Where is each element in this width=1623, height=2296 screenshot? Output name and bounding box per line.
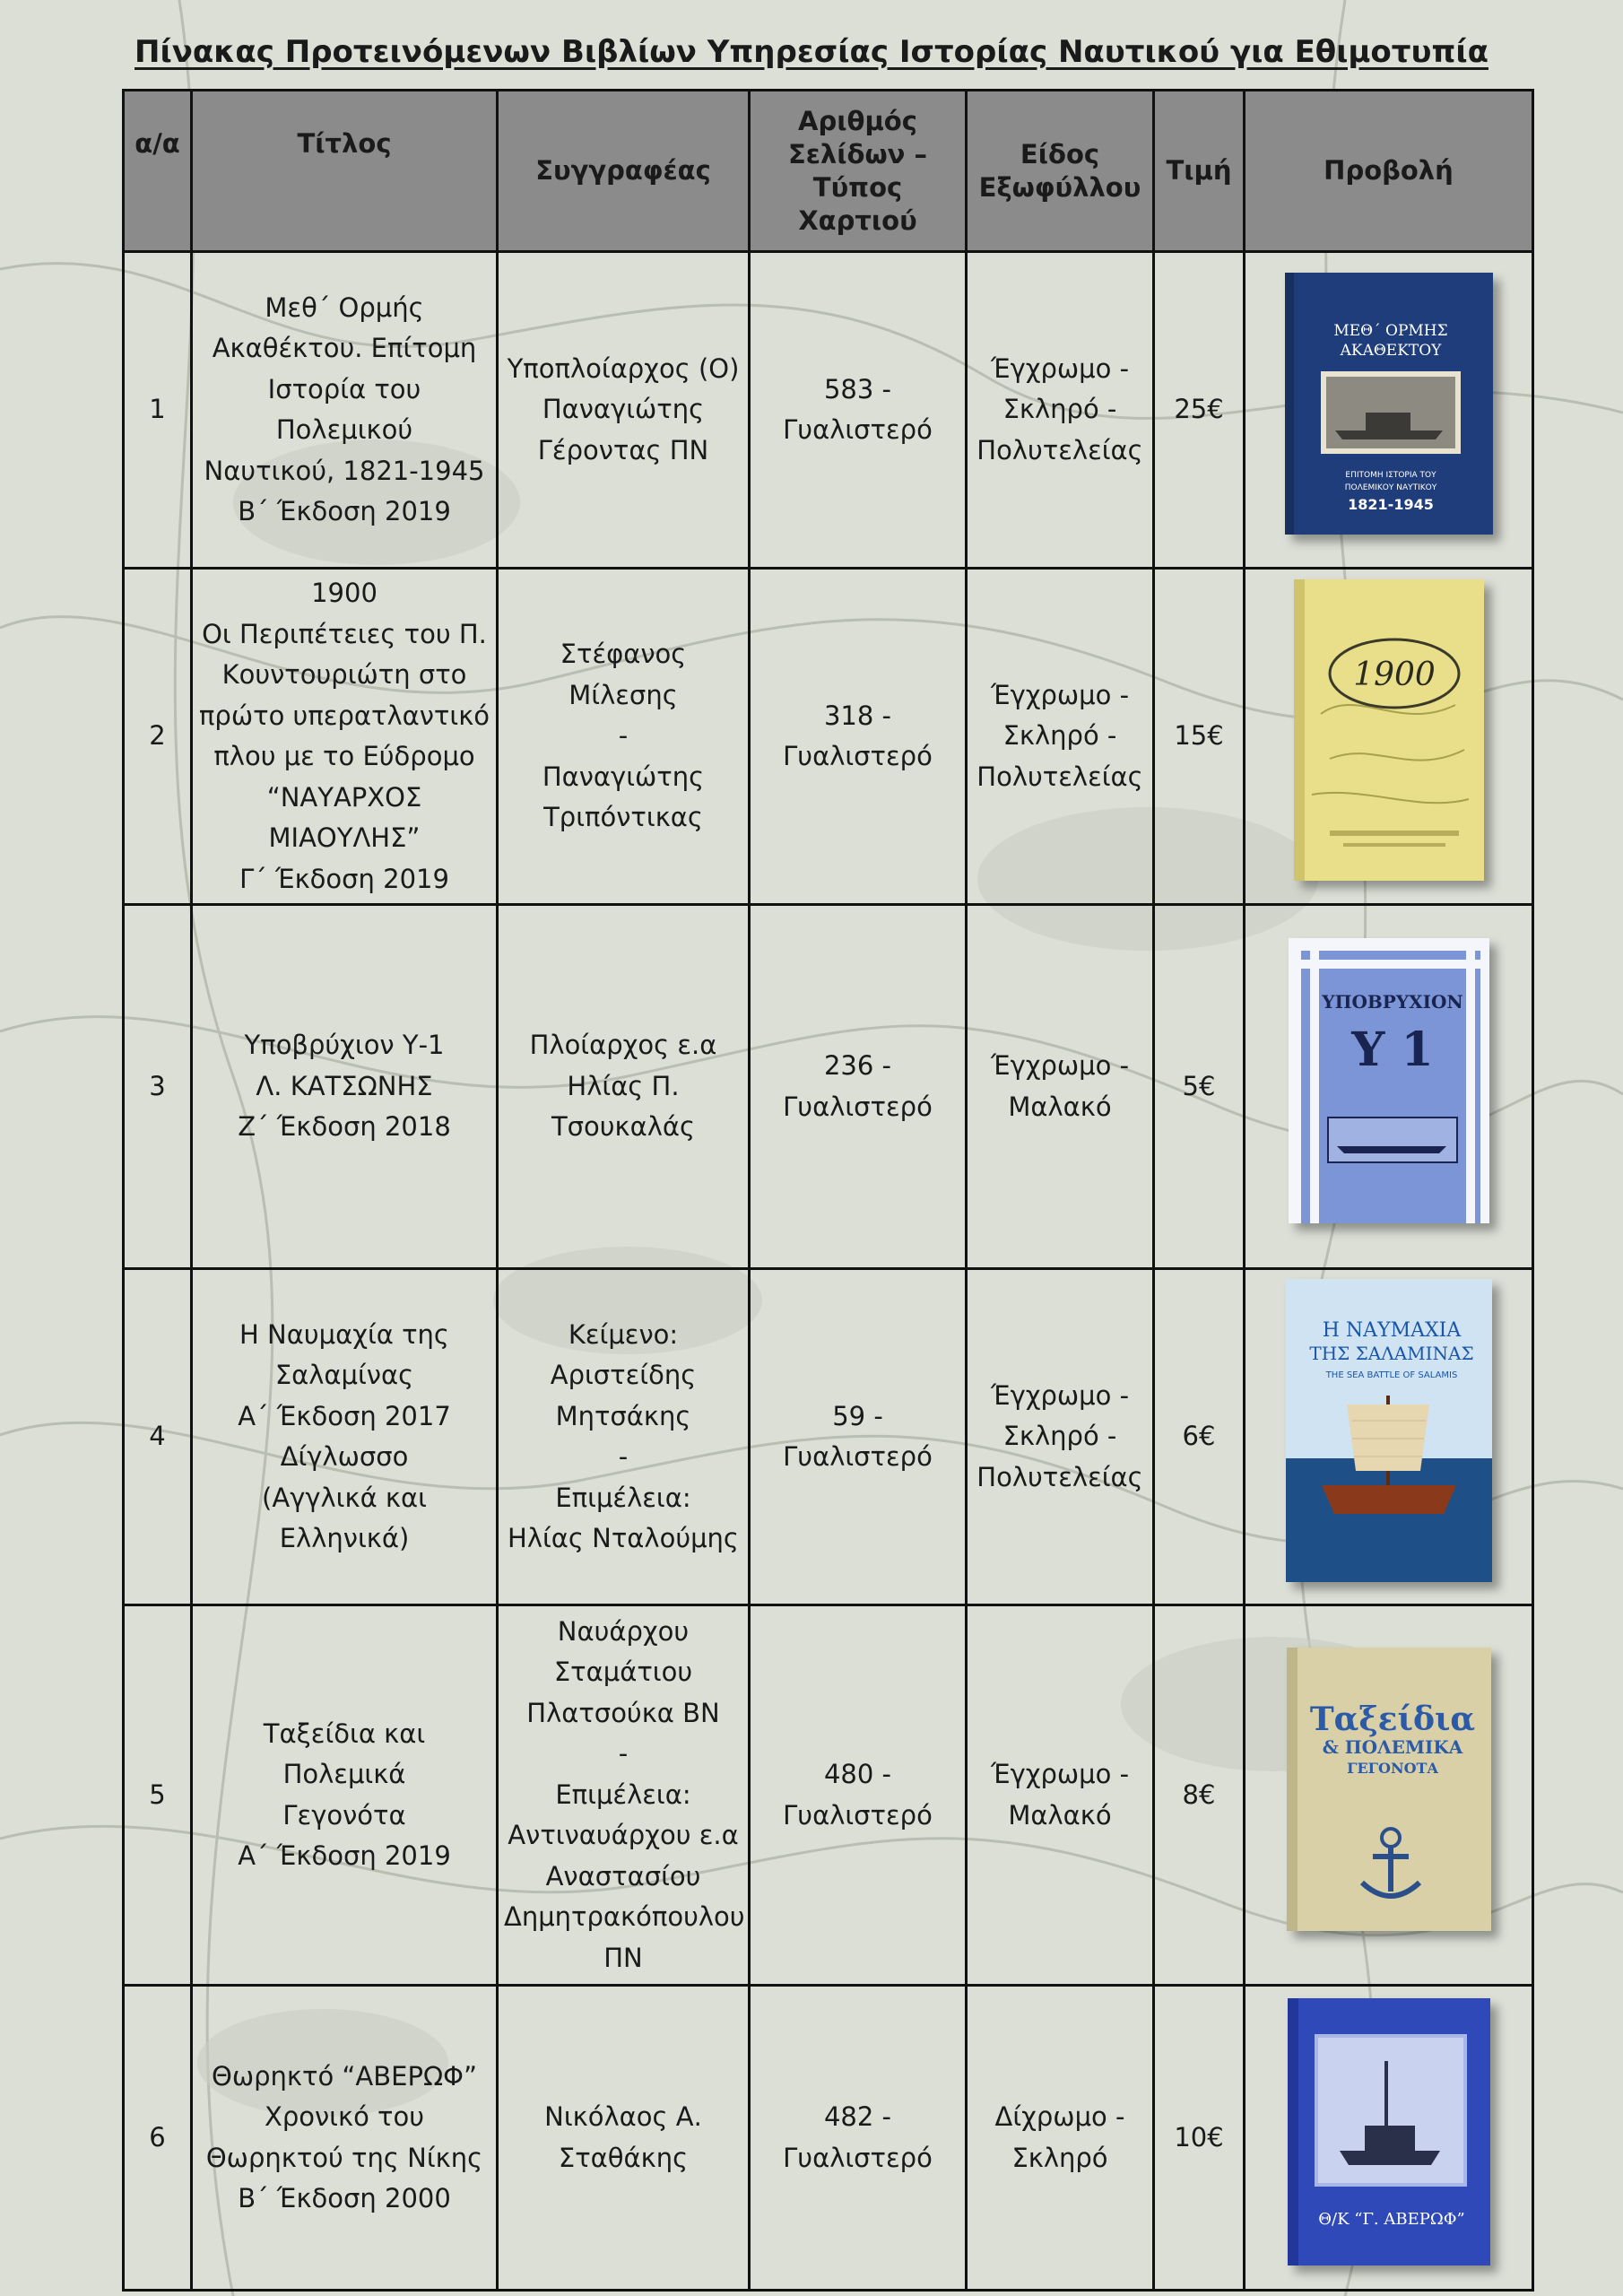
table-row	[124, 1269, 1533, 1605]
book-preview-cell	[1245, 1986, 1533, 2291]
book-author: Ναυάρχου Σταμάτιου Πλατσούκα ΒΝ - Επιμέλεια: Αντιναυάρχου ε.α Αναστασίου Δημητρακόπουλου ΠΝ	[498, 1605, 750, 1986]
book-pages-paper: 318 - Γυαλιστερό	[750, 569, 967, 905]
table-row	[124, 905, 1533, 1269]
header-author: Συγγραφέας	[498, 91, 750, 252]
header-preview: Προβολή	[1245, 91, 1533, 252]
table-header-row	[124, 91, 1533, 252]
book-pages-paper: 482 - Γυαλιστερό	[750, 1986, 967, 2291]
book-title: Θωρηκτό “ΑΒΕΡΩΦ” Χρονικό του Θωρηκτού της Νίκης Β΄ Έκδοση 2000	[192, 1986, 498, 2291]
book-title: Μεθ΄ Ορμής Ακαθέκτου. Επίτομη Ιστορία του Πολεμικού Ναυτικού, 1821-1945 Β΄ Έκδοση 2019	[192, 252, 498, 569]
table-row	[124, 1605, 1533, 1986]
row-number: 1	[124, 252, 192, 569]
book-pages-paper: 480 - Γυαλιστερό	[750, 1605, 967, 1986]
cover-text: ΓΕΓΟΝΟΤΑ	[1346, 1759, 1438, 1777]
cover-text: 1821-1945	[1347, 496, 1434, 514]
book-author: Νικόλαος Α. Σταθάκης	[498, 1986, 750, 2291]
cover-text: ΕΠΙΤΟΜΗ ΙΣΤΟΡΙΑ ΤΟΥ	[1344, 471, 1436, 481]
book-cover-image[interactable]	[1287, 1648, 1491, 1931]
book-title: 1900 Οι Περιπέτειες του Π. Κουντουριώτη στο πρώτο υπερατλαντικό πλου με το Εύδρομο “ΝΑΥΑΡΧΟΣ ΜΙΑΟΥΛΗΣ” Γ΄ Έκδοση 2019	[192, 569, 498, 905]
book-cover-type: Έγχρωμο - Μαλακό	[967, 1605, 1154, 1986]
book-cover-image[interactable]	[1294, 579, 1484, 881]
header-pages-paper: Αριθμός Σελίδων – Τύπος Χαρτιού	[750, 91, 967, 252]
book-preview-cell	[1245, 569, 1533, 905]
book-title: Υποβρύχιον Υ-1 Λ. ΚΑΤΣΩΝΗΣ Ζ΄ Έκδοση 2018	[192, 905, 498, 1269]
cover-text: THE SEA BATTLE OF SALAMIS	[1325, 1370, 1457, 1381]
book-pages-paper: 236 - Γυαλιστερό	[750, 905, 967, 1269]
header-number: α/α	[124, 91, 192, 252]
book-pages-paper: 59 - Γυαλιστερό	[750, 1269, 967, 1605]
book-price: 10€	[1154, 1986, 1245, 2291]
book-preview-cell	[1245, 1605, 1533, 1986]
book-title: Η Ναυμαχία της Σαλαμίνας Α΄ Έκδοση 2017 Δίγλωσσο (Αγγλικά και Ελληνικά)	[192, 1269, 498, 1605]
cover-text: Ταξείδια	[1309, 1700, 1475, 1738]
row-number: 3	[124, 905, 192, 1269]
book-price: 6€	[1154, 1269, 1245, 1605]
book-pages-paper: 583 - Γυαλιστερό	[750, 252, 967, 569]
header-title: Τίτλος	[192, 91, 498, 252]
cover-text: ΑΚΑΘΕΚΤΟΥ	[1340, 342, 1441, 361]
cover-text: 1900	[1352, 657, 1436, 694]
table-row	[124, 252, 1533, 569]
book-price: 8€	[1154, 1605, 1245, 1986]
book-cover-type: Έγχρωμο - Σκληρό - Πολυτελείας	[967, 1269, 1154, 1605]
cover-text: Θ/Κ “Γ. ΑΒΕΡΩΦ”	[1317, 2209, 1465, 2229]
cover-text: ΜΕΘ΄ ΟΡΜΗΣ	[1332, 322, 1448, 341]
book-preview-cell	[1245, 252, 1533, 569]
header-cover-type: Είδος Εξωφύλλου	[967, 91, 1154, 252]
cover-text: & ΠΟΛΕΜΙΚΑ	[1322, 1735, 1462, 1758]
book-cover-image[interactable]	[1285, 273, 1493, 535]
table-row	[124, 1986, 1533, 2291]
row-number: 6	[124, 1986, 192, 2291]
book-author: Πλοίαρχος ε.α Ηλίας Π. Τσουκαλάς	[498, 905, 750, 1269]
cover-text: ΠΟΛΕΜΙΚΟΥ ΝΑΥΤΙΚΟΥ	[1344, 483, 1436, 493]
row-number: 2	[124, 569, 192, 905]
book-price: 15€	[1154, 569, 1245, 905]
page-title: Πίνακας Προτεινόμενων Βιβλίων Υπηρεσίας Ιστορίας Ναυτικού για Εθιμοτυπία	[135, 34, 1488, 70]
book-author: Στέφανος Μίλεσης - Παναγιώτης Τριπόντικας	[498, 569, 750, 905]
book-title: Ταξείδια και Πολεμικά Γεγονότα Α΄ Έκδοση 2019	[192, 1605, 498, 1986]
book-preview-cell	[1245, 1269, 1533, 1605]
cover-text: ΤΗΣ ΣΑΛΑΜΙΝΑΣ	[1308, 1343, 1474, 1365]
book-cover-type: Έγχρωμο - Σκληρό - Πολυτελείας	[967, 569, 1154, 905]
book-author: Κείμενο: Αριστείδης Μητσάκης - Επιμέλεια: Ηλίας Νταλούμης	[498, 1269, 750, 1605]
row-number: 5	[124, 1605, 192, 1986]
row-number: 4	[124, 1269, 192, 1605]
cover-text: Υ 1	[1350, 1022, 1434, 1077]
cover-text: ΥΠΟΒΡΥΧΙΟΝ	[1321, 990, 1463, 1013]
book-price: 25€	[1154, 252, 1245, 569]
book-cover-image[interactable]	[1286, 1279, 1492, 1582]
book-cover-type: Έγχρωμο - Σκληρό - Πολυτελείας	[967, 252, 1154, 569]
book-cover-image[interactable]	[1288, 1998, 1490, 2266]
books-table	[122, 89, 1534, 2292]
book-author: Υποπλοίαρχος (Ο) Παναγιώτης Γέροντας ΠΝ	[498, 252, 750, 569]
book-cover-type: Έγχρωμο - Μαλακό	[967, 905, 1154, 1269]
cover-text: Η ΝΑΥΜΑΧΙΑ	[1322, 1319, 1461, 1343]
book-preview-cell	[1245, 905, 1533, 1269]
book-cover-image[interactable]	[1289, 938, 1489, 1223]
book-price: 5€	[1154, 905, 1245, 1269]
table-row	[124, 569, 1533, 905]
header-price: Τιμή	[1154, 91, 1245, 252]
book-cover-type: Δίχρωμο - Σκληρό	[967, 1986, 1154, 2291]
